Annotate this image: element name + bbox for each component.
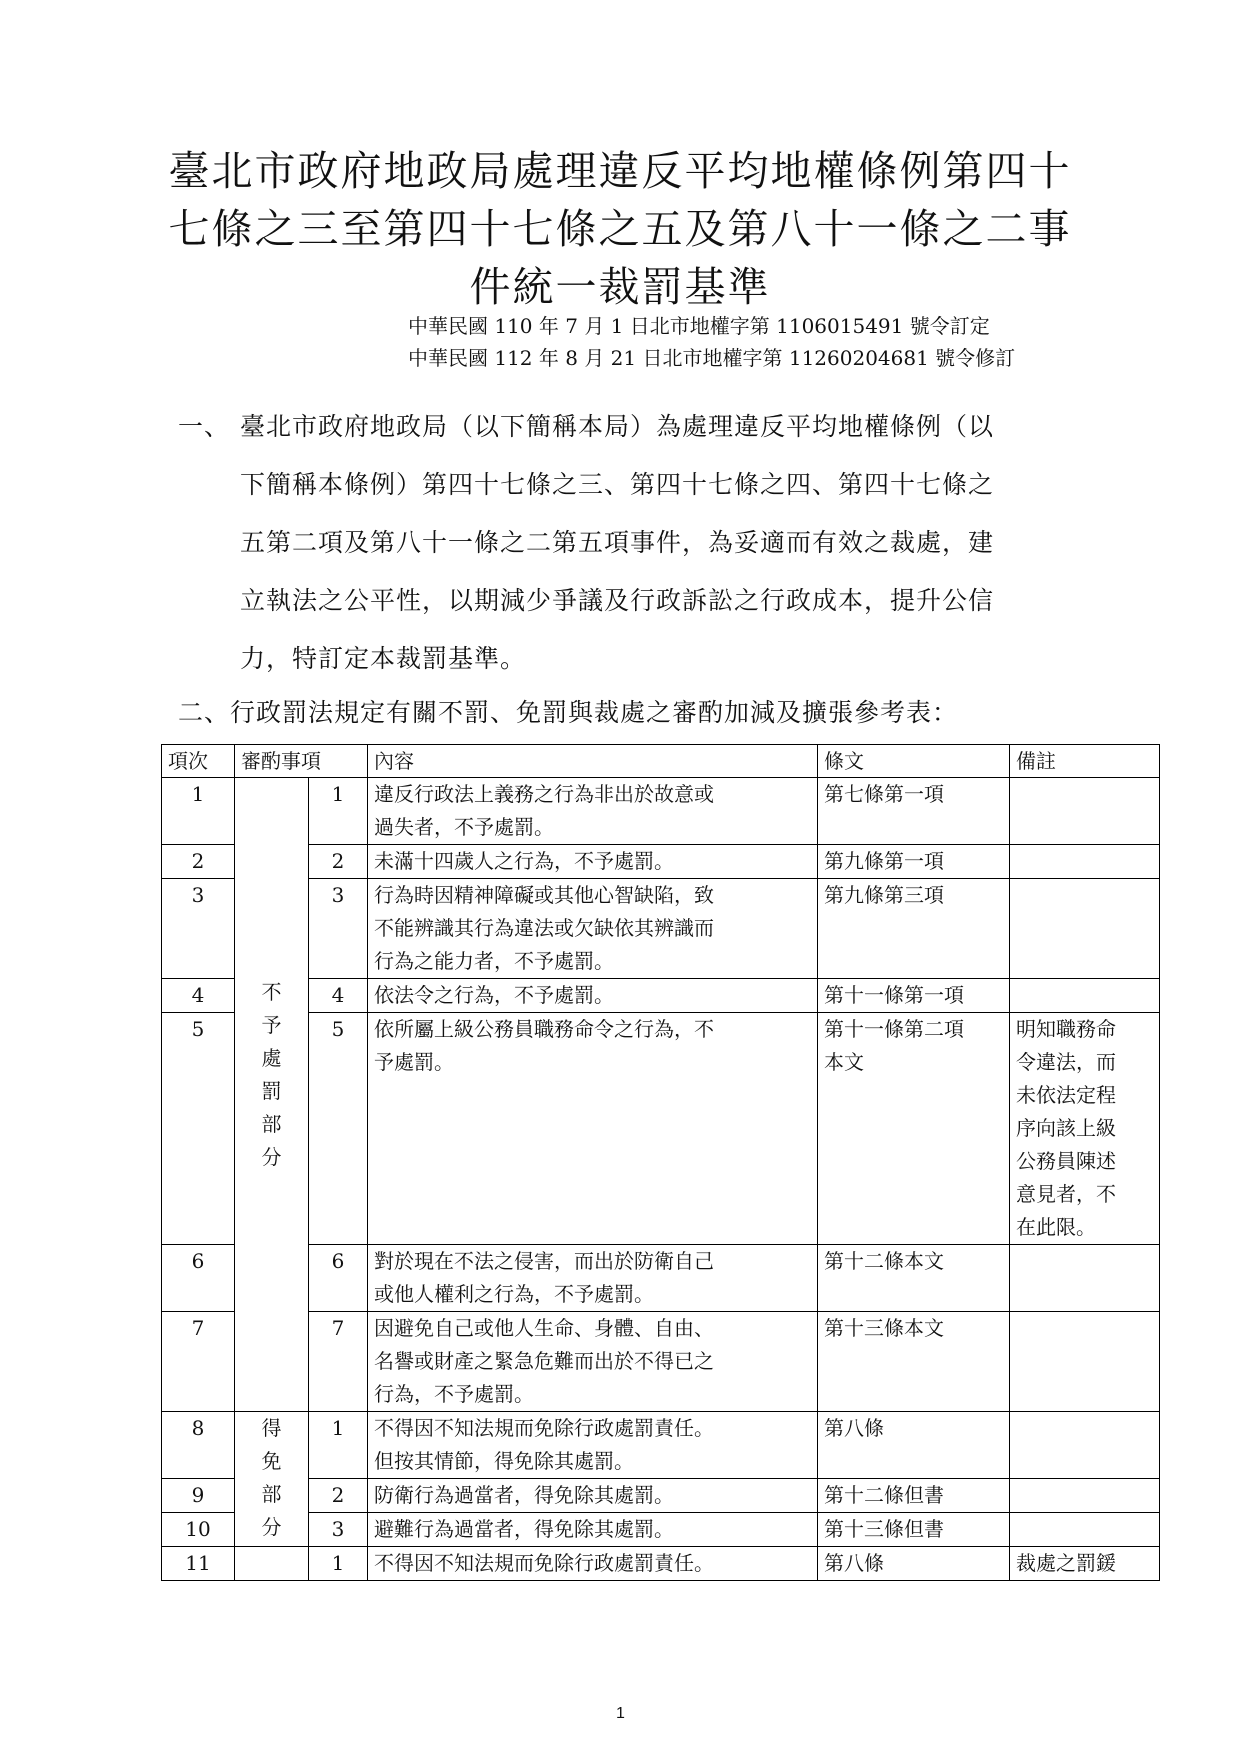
row-content bbox=[368, 1412, 818, 1479]
row-article bbox=[818, 1513, 1010, 1547]
row-sub-number: 4 bbox=[309, 979, 368, 1013]
row-article bbox=[818, 845, 1010, 879]
row-article bbox=[818, 1547, 1010, 1581]
reference-table bbox=[161, 744, 1160, 1581]
factor-group-char: 不 bbox=[261, 980, 282, 1004]
header-article: 條文 bbox=[818, 745, 1010, 778]
row-note bbox=[1010, 1312, 1160, 1412]
row-note-line: 裁處之罰鍰 bbox=[1016, 1551, 1116, 1575]
row-note bbox=[1010, 979, 1160, 1013]
row-note-line: 令違法，而 bbox=[1016, 1050, 1116, 1074]
row-index: 2 bbox=[162, 845, 235, 879]
row-article-line: 第十一條第二項 bbox=[824, 1017, 964, 1041]
row-content bbox=[368, 1547, 818, 1581]
row-article-line: 第十三條本文 bbox=[824, 1316, 944, 1340]
row-note bbox=[1010, 778, 1160, 845]
row-article-line: 第十二條本文 bbox=[824, 1249, 944, 1273]
row-sub-number: 1 bbox=[309, 1412, 368, 1479]
row-content-line: 行為時因精神障礙或其他心智缺陷，致 bbox=[374, 883, 714, 907]
row-index: 6 bbox=[162, 1245, 235, 1312]
factor-group-exemptible bbox=[235, 1412, 309, 1547]
title-line: 件統一裁罰基準 bbox=[469, 263, 771, 311]
row-content-line: 予處罰。 bbox=[374, 1050, 454, 1074]
row-content bbox=[368, 1312, 818, 1412]
table-header-row bbox=[162, 745, 1160, 778]
row-content-line: 依法令之行為，不予處罰。 bbox=[374, 983, 614, 1007]
row-sub-number: 3 bbox=[309, 879, 368, 979]
row-note bbox=[1010, 1412, 1160, 1479]
table-row bbox=[162, 1312, 1160, 1412]
row-article bbox=[818, 979, 1010, 1013]
row-article bbox=[818, 879, 1010, 979]
row-article-line: 第十二條但書 bbox=[824, 1483, 944, 1507]
row-sub-number: 1 bbox=[309, 1547, 368, 1581]
row-content bbox=[368, 1245, 818, 1312]
header-factor: 審酌事項 bbox=[235, 745, 368, 778]
section-1-line: 力，特訂定本裁罰基準。 bbox=[240, 644, 527, 673]
row-sub-number: 2 bbox=[309, 845, 368, 879]
row-index: 11 bbox=[162, 1547, 235, 1581]
row-article-line: 第九條第三項 bbox=[824, 883, 944, 907]
section-1-line: 下簡稱本條例）第四十七條之三、第四十七條之四、第四十七條之 bbox=[240, 470, 995, 499]
factor-group-char: 分 bbox=[261, 1515, 282, 1539]
row-content-line: 不得因不知法規而免除行政處罰責任。 bbox=[374, 1551, 714, 1575]
row-note bbox=[1010, 1513, 1160, 1547]
row-note-line: 公務員陳述 bbox=[1016, 1149, 1116, 1173]
row-content bbox=[368, 778, 818, 845]
section-1-body bbox=[240, 398, 1098, 688]
row-content bbox=[368, 1013, 818, 1245]
row-content bbox=[368, 1513, 818, 1547]
row-article-line: 第九條第一項 bbox=[824, 849, 944, 873]
title-line: 七條之三至第四十七條之五及第八十一條之二事 bbox=[168, 205, 1072, 253]
row-index: 7 bbox=[162, 1312, 235, 1412]
factor-group-char: 予 bbox=[261, 1013, 282, 1037]
table-row bbox=[162, 979, 1160, 1013]
page-number: 1 bbox=[616, 1705, 625, 1722]
row-sub-number: 3 bbox=[309, 1513, 368, 1547]
row-index: 9 bbox=[162, 1479, 235, 1513]
row-content-line: 未滿十四歲人之行為，不予處罰。 bbox=[374, 849, 674, 873]
row-article bbox=[818, 1013, 1010, 1245]
table-row bbox=[162, 1479, 1160, 1513]
row-content-line: 避難行為過當者，得免除其處罰。 bbox=[374, 1517, 674, 1541]
factor-group-empty bbox=[235, 1547, 309, 1581]
row-sub-number: 5 bbox=[309, 1013, 368, 1245]
header-content: 內容 bbox=[368, 745, 818, 778]
row-note bbox=[1010, 879, 1160, 979]
section-1-line: 五第二項及第八十一條之二第五項事件，為妥適而有效之裁處，建 bbox=[240, 528, 995, 557]
row-content-line: 防衛行為過當者，得免除其處罰。 bbox=[374, 1483, 674, 1507]
table-row bbox=[162, 1513, 1160, 1547]
table-row bbox=[162, 1245, 1160, 1312]
row-article-line: 第八條 bbox=[824, 1551, 884, 1575]
row-sub-number: 7 bbox=[309, 1312, 368, 1412]
row-content-line: 對於現在不法之侵害，而出於防衛自己 bbox=[374, 1249, 714, 1273]
row-note-line: 在此限。 bbox=[1016, 1215, 1096, 1239]
decree-info bbox=[408, 310, 1015, 374]
row-note-line: 序向該上級 bbox=[1016, 1116, 1116, 1140]
decree-line: 中華民國 110 年 7 月 1 日北市地權字第 1106015491 號令訂定 bbox=[408, 314, 990, 338]
row-content-line: 行為，不予處罰。 bbox=[374, 1382, 534, 1406]
row-note bbox=[1010, 1245, 1160, 1312]
row-index: 8 bbox=[162, 1412, 235, 1479]
header-note: 備註 bbox=[1010, 745, 1160, 778]
row-index: 10 bbox=[162, 1513, 235, 1547]
factor-group-char: 處 bbox=[261, 1046, 282, 1070]
row-content-line: 或他人權利之行為，不予處罰。 bbox=[374, 1282, 654, 1306]
row-content-line: 行為之能力者，不予處罰。 bbox=[374, 949, 614, 973]
row-content bbox=[368, 879, 818, 979]
row-content-line: 名譽或財產之緊急危難而出於不得已之 bbox=[374, 1349, 714, 1373]
document-title bbox=[150, 142, 1090, 316]
decree-line: 中華民國 112 年 8 月 21 日北市地權字第 11260204681 號令修訂 bbox=[408, 346, 1016, 370]
factor-group-char: 得 bbox=[261, 1416, 282, 1440]
row-content-line: 因避免自己或他人生命、身體、自由、 bbox=[374, 1316, 714, 1340]
row-note-line: 意見者，不 bbox=[1016, 1182, 1116, 1206]
row-article-line: 第十一條第一項 bbox=[824, 983, 964, 1007]
row-article bbox=[818, 1479, 1010, 1513]
row-article bbox=[818, 1412, 1010, 1479]
table-row bbox=[162, 1013, 1160, 1245]
row-article-line: 本文 bbox=[824, 1050, 864, 1074]
row-content bbox=[368, 979, 818, 1013]
section-2-heading: 二、行政罰法規定有關不罰、免罰與裁處之審酌加減及擴張參考表： bbox=[178, 698, 959, 727]
table-row bbox=[162, 1412, 1160, 1479]
row-content-line: 不能辨識其行為違法或欠缺依其辨識而 bbox=[374, 916, 714, 940]
table-body bbox=[162, 778, 1160, 1581]
row-index: 1 bbox=[162, 778, 235, 845]
row-article bbox=[818, 1245, 1010, 1312]
row-index: 4 bbox=[162, 979, 235, 1013]
row-sub-number: 6 bbox=[309, 1245, 368, 1312]
row-note-line: 明知職務命 bbox=[1016, 1017, 1116, 1041]
row-sub-number: 1 bbox=[309, 778, 368, 845]
section-1-number: 一、 bbox=[178, 412, 231, 441]
row-index: 3 bbox=[162, 879, 235, 979]
row-note bbox=[1010, 845, 1160, 879]
row-note bbox=[1010, 1547, 1160, 1581]
factor-group-char: 部 bbox=[261, 1112, 282, 1136]
row-index: 5 bbox=[162, 1013, 235, 1245]
row-sub-number: 2 bbox=[309, 1479, 368, 1513]
factor-group-no-penalty bbox=[235, 778, 309, 1412]
row-note bbox=[1010, 1479, 1160, 1513]
header-idx: 項次 bbox=[162, 745, 235, 778]
row-content-line: 違反行政法上義務之行為非出於故意或 bbox=[374, 782, 714, 806]
row-note bbox=[1010, 1013, 1160, 1245]
row-content bbox=[368, 1479, 818, 1513]
title-line: 臺北市政府地政局處理違反平均地權條例第四十 bbox=[168, 147, 1072, 195]
table-row bbox=[162, 778, 1160, 845]
row-content bbox=[368, 845, 818, 879]
row-article bbox=[818, 1312, 1010, 1412]
factor-group-char: 免 bbox=[261, 1449, 282, 1473]
row-content-line: 不得因不知法規而免除行政處罰責任。 bbox=[374, 1416, 714, 1440]
table-row bbox=[162, 1547, 1160, 1581]
row-note-line: 未依法定程 bbox=[1016, 1083, 1116, 1107]
row-content-line: 但按其情節，得免除其處罰。 bbox=[374, 1449, 634, 1473]
section-1 bbox=[178, 398, 1098, 688]
row-article-line: 第八條 bbox=[824, 1416, 884, 1440]
row-article-line: 第七條第一項 bbox=[824, 782, 944, 806]
section-1-line: 立執法之公平性，以期減少爭議及行政訴訟之行政成本，提升公信 bbox=[240, 586, 995, 615]
factor-group-char: 部 bbox=[261, 1482, 282, 1506]
table-row bbox=[162, 845, 1160, 879]
factor-group-char: 罰 bbox=[261, 1079, 282, 1103]
section-1-line: 臺北市政府地政局（以下簡稱本局）為處理違反平均地權條例（以 bbox=[240, 412, 995, 441]
factor-group-char: 分 bbox=[261, 1145, 282, 1169]
row-article bbox=[818, 778, 1010, 845]
row-content-line: 依所屬上級公務員職務命令之行為，不 bbox=[374, 1017, 714, 1041]
row-content-line: 過失者，不予處罰。 bbox=[374, 815, 554, 839]
table-row bbox=[162, 879, 1160, 979]
row-article-line: 第十三條但書 bbox=[824, 1517, 944, 1541]
